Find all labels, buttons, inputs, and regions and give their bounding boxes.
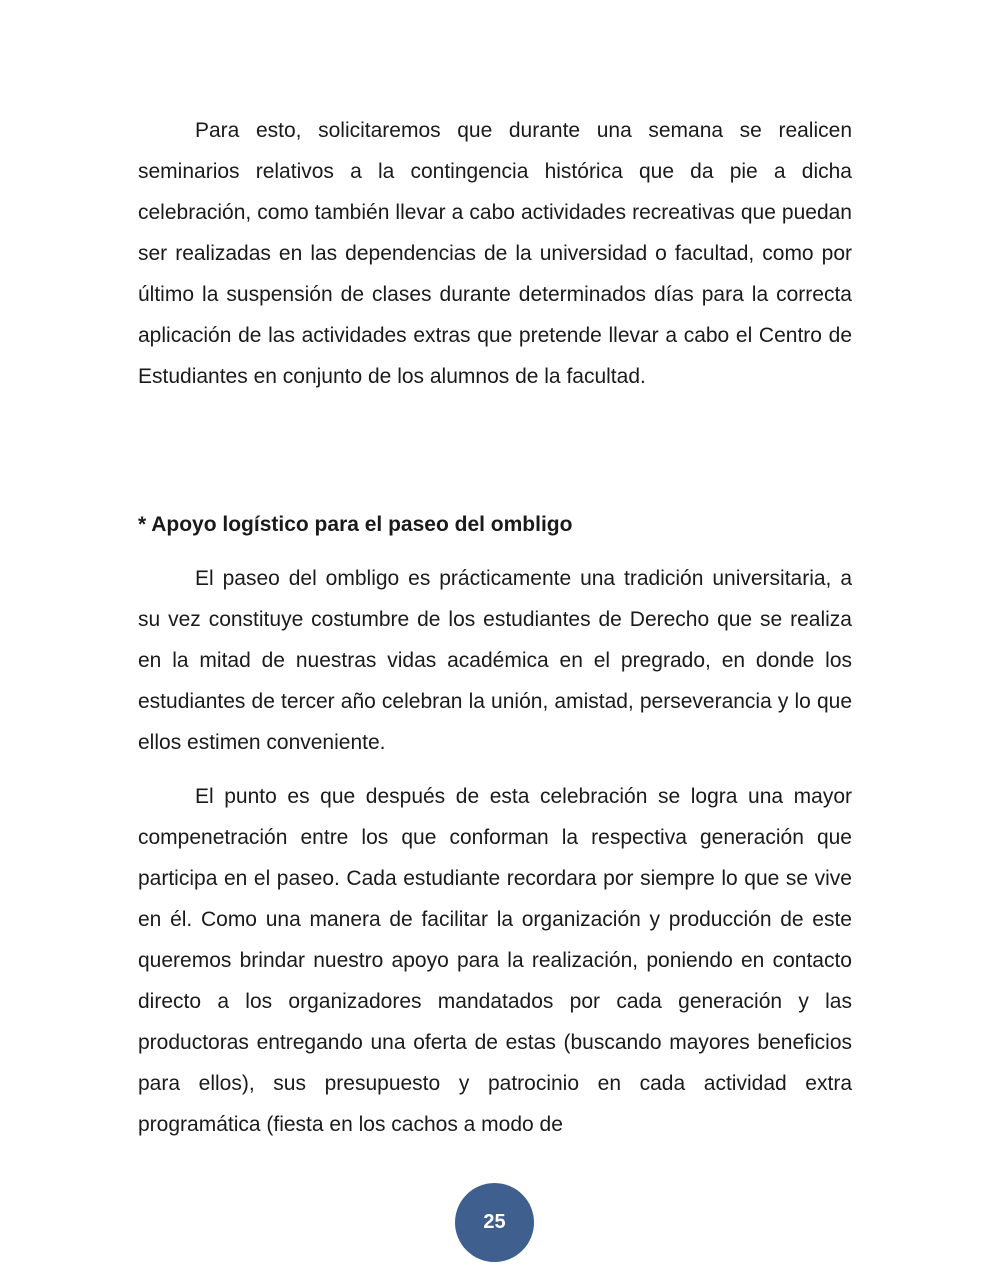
section-heading: * Apoyo logístico para el paseo del ombligo: [138, 513, 573, 536]
paragraph-apoyo: El punto es que después de esta celebración se logra una mayor compenetración entre los que conforman la respectiva generación que participa en el paseo. Cada estudiante recordara por siempre lo que se vive en él. Como una manera de facilitar la organización y producción de este queremos brindar nuestro apoyo para la realización, poniendo en contacto directo a los organizadores mandatados por cada generación y las productoras entregando una oferta de estas (buscando mayores beneficios para ellos), sus presupuesto y patrocinio en cada actividad extra programática (fiesta en los cachos a modo de: [138, 785, 852, 1136]
page-number-badge: 25: [455, 1183, 534, 1262]
paragraph-paseo-ombligo: El paseo del ombligo es prácticamente una tradición universitaria, a su vez constituye costumbre de los estudiantes de Derecho que se realiza en la mitad de nuestras vidas académica en el pregrado, en donde los estudiantes de tercer año celebran la unión, amistad, perseverancia y lo que ellos estimen conveniente.: [138, 567, 852, 754]
intro-paragraph: Para esto, solicitaremos que durante una semana se realicen seminarios relativos a la contingencia histórica que da pie a dicha celebración, como también llevar a cabo actividades recreativas que puedan ser realizadas en las dependencias de la universidad o facultad, como por último la suspensión de clases durante determinados días para la correcta aplicación de las actividades extras que pretende llevar a cabo el Centro de Estudiantes en conjunto de los alumnos de la facultad.: [138, 119, 852, 388]
